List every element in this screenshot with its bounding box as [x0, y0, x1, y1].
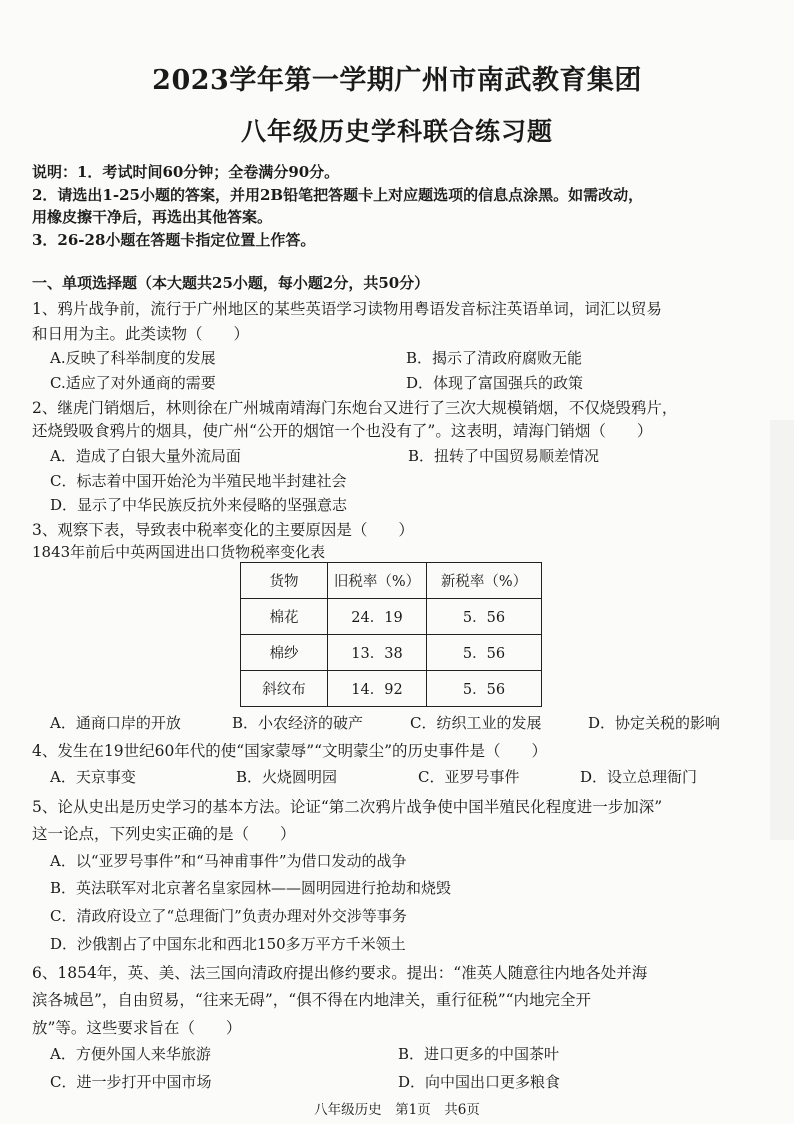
instruction-line-2: 2．请选出1-25小题的答案，并用2B铅笔把答题卡上对应题选项的信息点涂黑。如需改动，: [32, 186, 644, 204]
exam-subtitle: 八年级历史学科联合练习题: [240, 117, 553, 146]
q5-stem-line-1: 5、论从史出是历史学习的基本方法。论证“第二次鸦片战争使中国半殖民化程度进一步加深”: [32, 798, 663, 816]
q5-option-b: B．英法联军对北京著名皇家园林——圆明园进行抢劫和烧毁: [50, 879, 452, 897]
q4-option-d: D．设立总理衙门: [580, 768, 698, 786]
q5-option-a: A．以“亚罗号事件”和“马神甫事件”为借口发动的战争: [50, 852, 407, 870]
q4-option-c: C．亚罗号事件: [418, 768, 520, 786]
tax-rate-table: [240, 562, 542, 707]
q4-option-b: B．火烧圆明园: [236, 768, 338, 786]
q1-option-c: C.适应了对外通商的需要: [50, 374, 216, 392]
table-row: [241, 671, 542, 707]
instruction-line-4: 3．26-28小题在答题卡指定位置上作答。: [32, 231, 316, 249]
instruction-line-3: 用橡皮擦干净后，再选出其他答案。: [32, 208, 273, 226]
q3-option-b: B．小农经济的破产: [232, 714, 364, 732]
q3-table-caption: 1843年前后中英两国进出口货物税率变化表: [32, 543, 326, 561]
q6-stem-line-2: 滨各城邑”，自由贸易，“往来无碍”，“俱不得在内地津关，重行征税”“内地完全开: [32, 991, 592, 1009]
bleed-through-shade: [770, 420, 794, 840]
exam-title: 2023学年第一学期广州市南武教育集团: [152, 65, 642, 96]
table-cell: 棉纱: [241, 635, 328, 671]
q5-option-d: D．沙俄割占了中国东北和西北150多万平方千米领土: [50, 935, 406, 953]
q3-stem: 3、观察下表，导致表中税率变化的主要原因是（ ）: [32, 521, 414, 539]
table-cell: 5．56: [427, 635, 542, 671]
table-header-cell: 货物: [241, 563, 328, 599]
q3-option-c: C．纺织工业的发展: [410, 714, 542, 732]
q4-option-a: A．天京事变: [50, 768, 136, 786]
q3-option-a: A．通商口岸的开放: [50, 714, 181, 732]
q5-option-c: C．清政府设立了“总理衙门”负责办理对外交涉等事务: [50, 907, 407, 925]
q2-stem-line-1: 2、继虎门销烟后，林则徐在广州城南靖海门东炮台又进行了三次大规模销烟，不仅烧毁鸦片，: [32, 399, 678, 417]
table-cell: 24．19: [328, 599, 427, 635]
table-header-cell: 旧税率（%）: [328, 563, 427, 599]
q6-option-b: B．进口更多的中国茶叶: [398, 1045, 560, 1063]
table-cell: 14．92: [328, 671, 427, 707]
section-heading: 一、单项选择题（本大题共25小题，每小题2分，共50分）: [32, 274, 430, 292]
table-cell: 5．56: [427, 599, 542, 635]
instruction-line-1: 说明：1．考试时间60分钟；全卷满分90分。: [32, 163, 340, 181]
q1-option-a: A.反映了科举制度的发展: [50, 349, 216, 367]
q2-stem-line-2: 还烧毁吸食鸦片的烟具，使广州“公开的烟馆一个也没有了”。这表明，靖海门销烟（ ）: [32, 422, 653, 440]
table-row: [241, 599, 542, 635]
q6-option-d: D．向中国出口更多粮食: [398, 1073, 561, 1091]
page-footer: 八年级历史 第1页 共6页: [314, 1102, 480, 1118]
table-cell: 棉花: [241, 599, 328, 635]
table-row: [241, 635, 542, 671]
q2-option-a: A．造成了白银大量外流局面: [50, 447, 241, 465]
q5-stem-line-2: 这一论点，下列史实正确的是（ ）: [32, 825, 296, 843]
q1-option-b: B．揭示了清政府腐败无能: [406, 349, 583, 367]
table-cell: 13．38: [328, 635, 427, 671]
q1-stem-line-2: 和日用为主。此类读物（ ）: [32, 325, 250, 343]
q1-stem-line-1: 1、鸦片战争前，流行于广州地区的某些英语学习读物用粤语发音标注英语单词，词汇以贸易: [32, 300, 662, 318]
table-cell: 5．56: [427, 671, 542, 707]
q4-stem: 4、发生在19世纪60年代的使“国家蒙辱”“文明蒙尘”的历史事件是（ ）: [32, 742, 548, 760]
q6-option-c: C．进一步打开中国市场: [50, 1073, 212, 1091]
q6-stem-line-3: 放”等。这些要求旨在（ ）: [32, 1019, 242, 1037]
q2-option-d: D．显示了中华民族反抗外来侵略的坚强意志: [50, 496, 348, 514]
q2-option-b: B．扭转了中国贸易顺差情况: [408, 447, 600, 465]
table-header-row: [241, 563, 542, 599]
q6-option-a: A．方便外国人来华旅游: [50, 1045, 211, 1063]
q6-stem-line-1: 6、1854年，英、美、法三国向清政府提出修约要求。提出：“准英人随意往内地各处并海: [32, 964, 648, 982]
table-header-cell: 新税率（%）: [427, 563, 542, 599]
q2-option-c: C．标志着中国开始沦为半殖民地半封建社会: [50, 472, 347, 490]
q3-option-d: D．协定关税的影响: [588, 714, 721, 732]
q1-option-d: D．体现了富国强兵的政策: [406, 374, 584, 392]
table-cell: 斜纹布: [241, 671, 328, 707]
